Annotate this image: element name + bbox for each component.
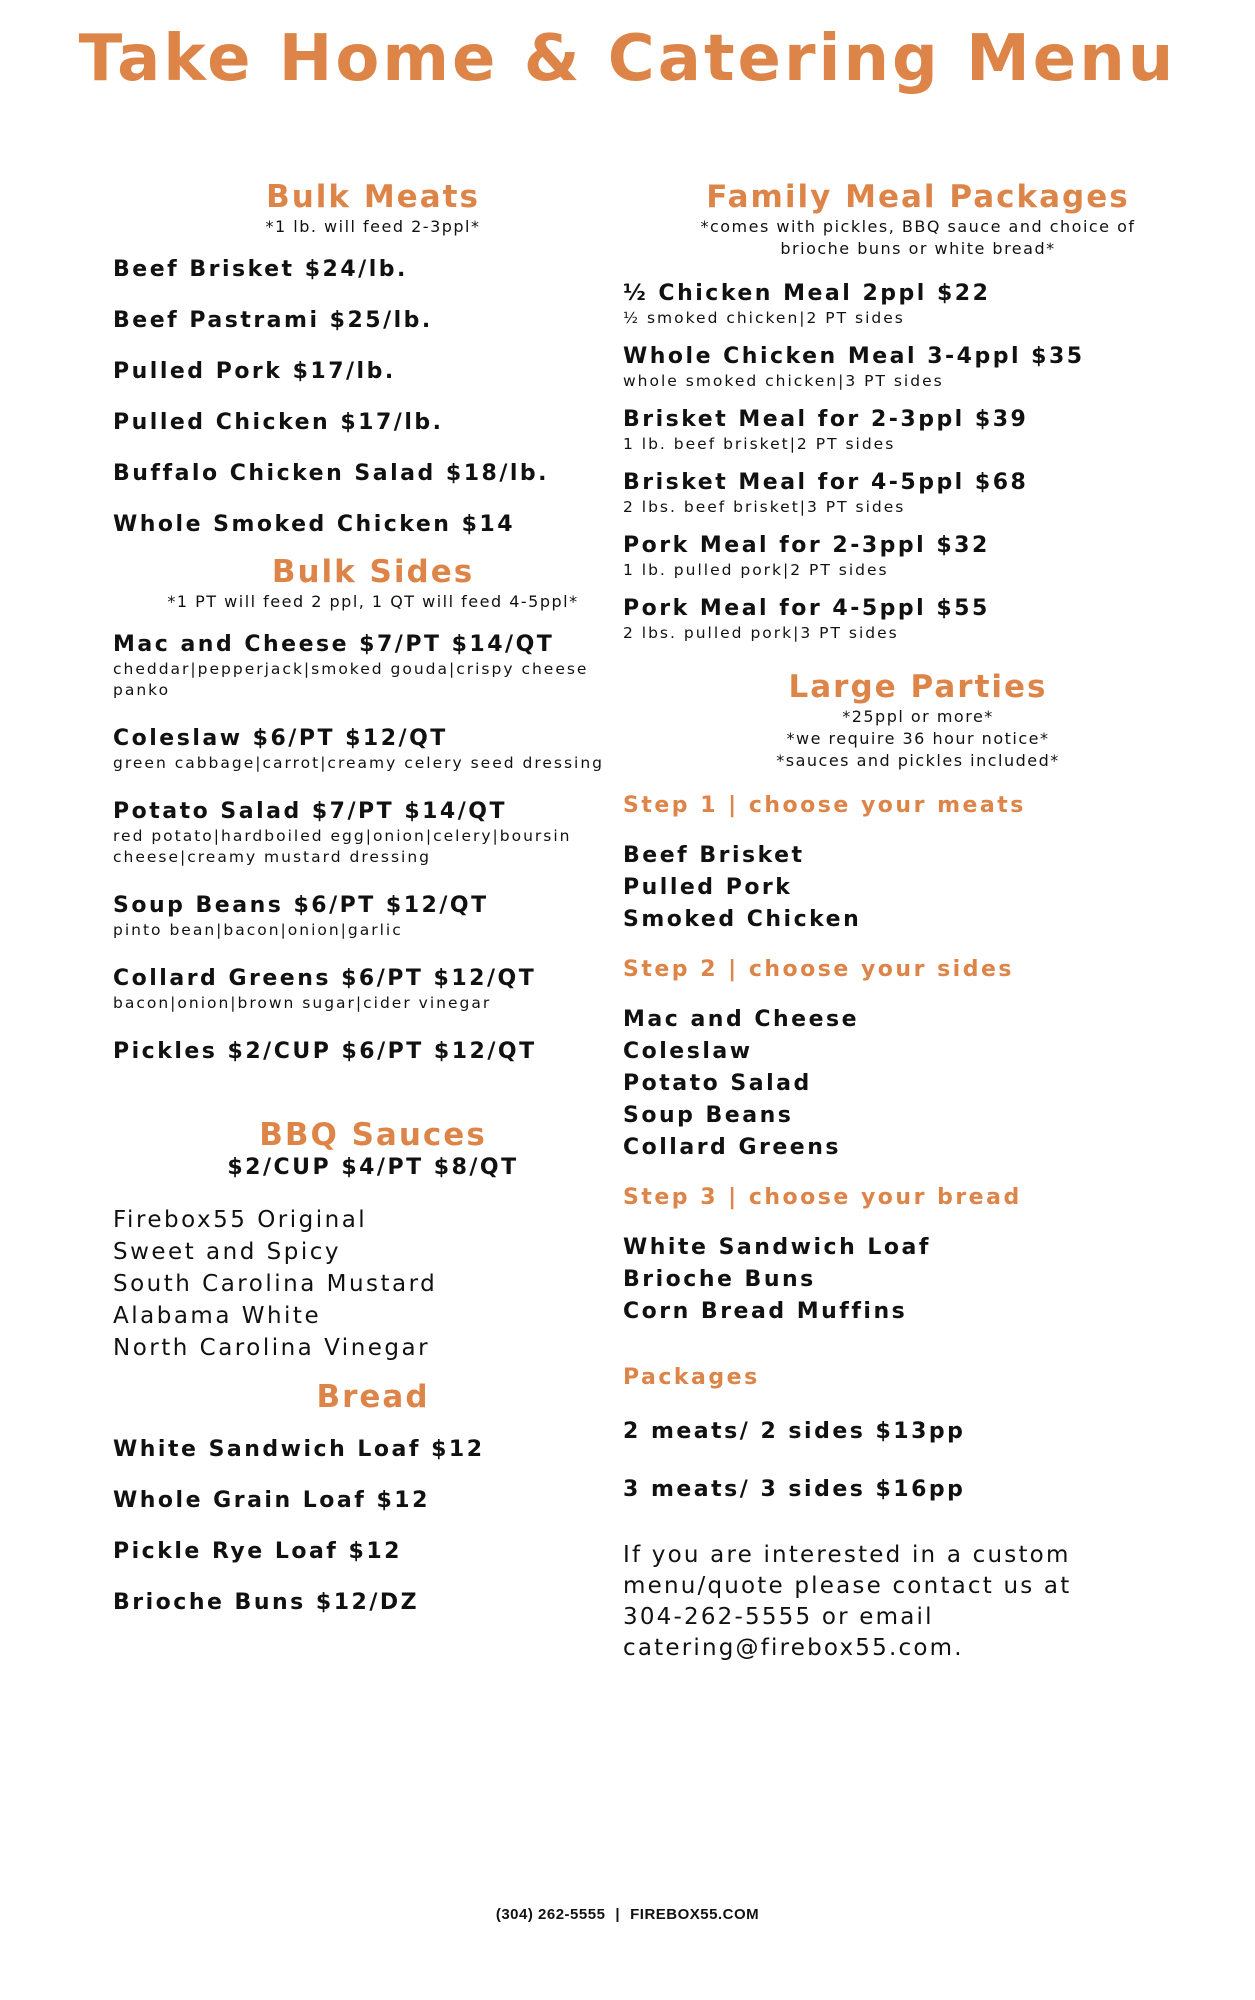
- step1-heading: Step 1 | choose your meats: [623, 793, 1026, 818]
- packages-heading: Packages: [623, 1365, 760, 1390]
- family-meal-item: [623, 595, 1213, 644]
- contact-text: If you are interested in a custom menu/quote please contact us at 304-262-5555 or email catering@firebox55.com.: [623, 1542, 1072, 1661]
- meal-description: whole smoked chicken|3 PT sides: [623, 372, 944, 390]
- step1-item: Smoked Chicken: [623, 907, 862, 932]
- bbq-sauces-section: [113, 1116, 633, 1364]
- family-meal-item: [623, 343, 1213, 392]
- step2-heading: Step 2 | choose your sides: [623, 957, 1014, 982]
- meal-description: 2 lbs. beef brisket|3 PT sides: [623, 498, 906, 516]
- large-parties-note: *sauces and pickles included*: [776, 751, 1060, 770]
- page-title: Take Home & Catering Menu: [78, 22, 1177, 96]
- bulk-meat-item: Beef Pastrami $25/lb.: [113, 308, 433, 333]
- package-item: 3 meats/ 3 sides $16pp: [623, 1477, 966, 1502]
- bread-item: Whole Grain Loaf $12: [113, 1488, 430, 1513]
- family-meal-item: [623, 532, 1213, 581]
- step3-item: Brioche Buns: [623, 1267, 816, 1292]
- side-item: [113, 631, 633, 701]
- family-meal-item: [623, 469, 1213, 518]
- bulk-meat-item: Pulled Chicken $17/lb.: [113, 410, 444, 435]
- large-parties-section: [623, 668, 1213, 1664]
- side-description: cheddar|pepperjack|smoked gouda|crispy cheese panko: [113, 660, 589, 699]
- large-parties-note: *25ppl or more*: [842, 707, 994, 726]
- side-name: Coleslaw $6/PT $12/QT: [113, 726, 448, 751]
- large-parties-note: *we require 36 hour notice*: [786, 729, 1050, 748]
- step2-item: Collard Greens: [623, 1135, 841, 1160]
- side-item: [113, 1038, 633, 1066]
- meal-description: ½ smoked chicken|2 PT sides: [623, 309, 905, 327]
- meal-name: Brisket Meal for 2-3ppl $39: [623, 407, 1029, 432]
- step2-item: Mac and Cheese: [623, 1007, 860, 1032]
- footer-website: FIREBOX55.COM: [630, 1906, 760, 1923]
- meal-name: Whole Chicken Meal 3-4ppl $35: [623, 344, 1085, 369]
- side-description: bacon|onion|brown sugar|cider vinegar: [113, 994, 492, 1012]
- meal-name: ½ Chicken Meal 2ppl $22: [623, 281, 991, 306]
- large-parties-heading: Large Parties: [788, 669, 1048, 705]
- side-name: Mac and Cheese $7/PT $14/QT: [113, 632, 555, 657]
- bread-heading: Bread: [316, 1379, 430, 1415]
- bulk-meats-section: [113, 178, 633, 539]
- family-meal-item: [623, 280, 1213, 329]
- bulk-sides-heading: Bulk Sides: [271, 554, 475, 590]
- bulk-meats-note: *1 lb. will feed 2-3ppl*: [265, 217, 481, 236]
- step2-item: Soup Beans: [623, 1103, 794, 1128]
- sauce-item: Firebox55 Original: [113, 1207, 368, 1233]
- step3-item: Corn Bread Muffins: [623, 1299, 908, 1324]
- bulk-meat-item: Whole Smoked Chicken $14: [113, 512, 516, 537]
- left-column: [113, 178, 633, 1617]
- side-item: [113, 725, 633, 774]
- meal-description: 1 lb. pulled pork|2 PT sides: [623, 561, 889, 579]
- sauce-item: South Carolina Mustard: [113, 1271, 438, 1297]
- side-description: red potato|hardboiled egg|onion|celery|boursin cheese|creamy mustard dressing: [113, 827, 572, 866]
- footer-phone: (304) 262-5555: [495, 1906, 606, 1923]
- family-meal-item: [623, 406, 1213, 455]
- bulk-meat-item: Pulled Pork $17/lb.: [113, 359, 396, 384]
- side-item: [113, 798, 633, 868]
- bulk-sides-section: [113, 553, 633, 1066]
- bulk-meat-item: Beef Brisket $24/lb.: [113, 257, 408, 282]
- bread-item: Pickle Rye Loaf $12: [113, 1539, 402, 1564]
- side-name: Pickles $2/CUP $6/PT $12/QT: [113, 1039, 537, 1064]
- right-column: [623, 178, 1213, 1664]
- bread-section: [113, 1378, 633, 1617]
- footer-separator: |: [615, 1906, 621, 1923]
- family-meals-note: *comes with pickles, BBQ sauce and choice of brioche buns or white bread*: [700, 217, 1136, 258]
- step3-heading: Step 3 | choose your bread: [623, 1185, 1022, 1210]
- package-item: 2 meats/ 2 sides $13pp: [623, 1419, 966, 1444]
- meal-description: 1 lb. beef brisket|2 PT sides: [623, 435, 896, 453]
- side-item: [113, 965, 633, 1014]
- meal-name: Pork Meal for 2-3ppl $32: [623, 533, 990, 558]
- bbq-sauces-heading: BBQ Sauces: [259, 1117, 487, 1153]
- bulk-sides-note: *1 PT will feed 2 ppl, 1 QT will feed 4-5ppl*: [167, 592, 579, 611]
- bread-item: Brioche Buns $12/DZ: [113, 1590, 420, 1615]
- meal-name: Brisket Meal for 4-5ppl $68: [623, 470, 1029, 495]
- side-description: green cabbage|carrot|creamy celery seed dressing: [113, 754, 605, 772]
- side-name: Soup Beans $6/PT $12/QT: [113, 893, 489, 918]
- step1-item: Pulled Pork: [623, 875, 793, 900]
- bulk-meat-item: Buffalo Chicken Salad $18/lb.: [113, 461, 549, 486]
- side-name: Collard Greens $6/PT $12/QT: [113, 966, 537, 991]
- sauce-item: Alabama White: [113, 1303, 322, 1329]
- bread-item: White Sandwich Loaf $12: [113, 1437, 485, 1462]
- family-meals-section: [623, 178, 1213, 644]
- bulk-meats-heading: Bulk Meats: [266, 179, 480, 215]
- step2-item: Coleslaw: [623, 1039, 753, 1064]
- step2-item: Potato Salad: [623, 1071, 812, 1096]
- side-description: pinto bean|bacon|onion|garlic: [113, 921, 403, 939]
- sauce-item: North Carolina Vinegar: [113, 1335, 431, 1361]
- bbq-sauces-prices: $2/CUP $4/PT $8/QT: [227, 1155, 519, 1180]
- family-meals-heading: Family Meal Packages: [706, 179, 1130, 215]
- side-name: Potato Salad $7/PT $14/QT: [113, 799, 507, 824]
- side-item: [113, 892, 633, 941]
- footer: [0, 1906, 1255, 1923]
- step3-item: White Sandwich Loaf: [623, 1235, 931, 1260]
- step1-item: Beef Brisket: [623, 843, 805, 868]
- meal-name: Pork Meal for 4-5ppl $55: [623, 596, 990, 621]
- meal-description: 2 lbs. pulled pork|3 PT sides: [623, 624, 899, 642]
- sauce-item: Sweet and Spicy: [113, 1239, 341, 1265]
